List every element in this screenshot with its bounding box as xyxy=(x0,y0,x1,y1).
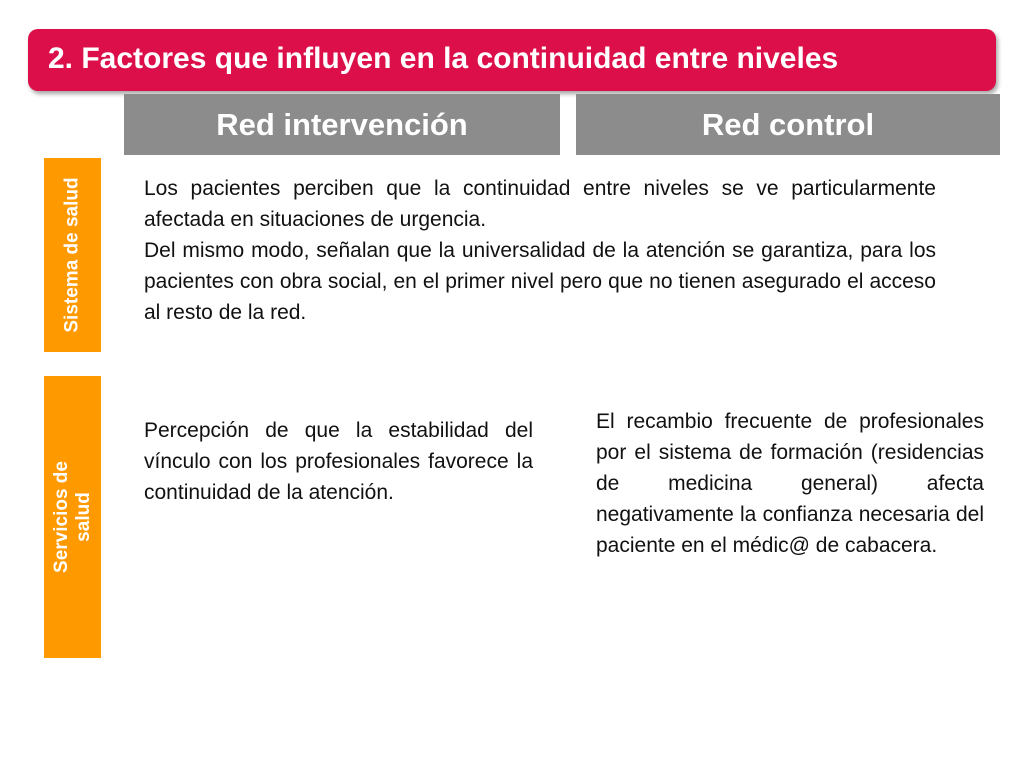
row-label-sistema-de-salud xyxy=(44,158,101,352)
cell-servicios-control-text: El recambio frecuente de profesionales por el sistema de formación (residencias de medicina general) afecta negativamente la confianza necesaria del paciente en el médic@ de cabacera. xyxy=(596,410,984,557)
column-header-red-control: Red control xyxy=(576,94,1000,155)
cell-sistema-intervencion-p2: Del mismo modo, señalan que la universalidad de la atención se garantiza, para los pacientes con obra social, en el primer nivel pero que no tienen asegurado el acceso al resto de la red. xyxy=(144,239,936,324)
column-header-red-intervencion: Red intervención xyxy=(124,94,560,155)
cell-servicios-intervencion-text: Percepción de que la estabilidad del vínculo con los profesionales favorece la continuidad de la atención. xyxy=(144,419,533,504)
slide-title: 2. Factores que influyen en la continuidad entre niveles xyxy=(48,42,839,75)
cell-servicios-intervencion xyxy=(144,415,533,508)
cell-sistema-intervencion xyxy=(144,173,936,328)
title-bar xyxy=(28,29,996,91)
cell-sistema-intervencion-p1: Los pacientes perciben que la continuidad entre niveles se ve particularmente afectada en situaciones de urgencia. xyxy=(144,177,936,231)
row-label-servicios-de-salud-text xyxy=(51,461,95,573)
row-label-sistema-de-salud-text: Sistema de salud xyxy=(61,177,83,333)
row-label-servicios-line1: Servicios de xyxy=(50,461,72,573)
row-label-servicios-line2: salud xyxy=(72,492,94,542)
cell-servicios-control xyxy=(596,406,984,561)
row-label-servicios-de-salud xyxy=(44,376,101,658)
